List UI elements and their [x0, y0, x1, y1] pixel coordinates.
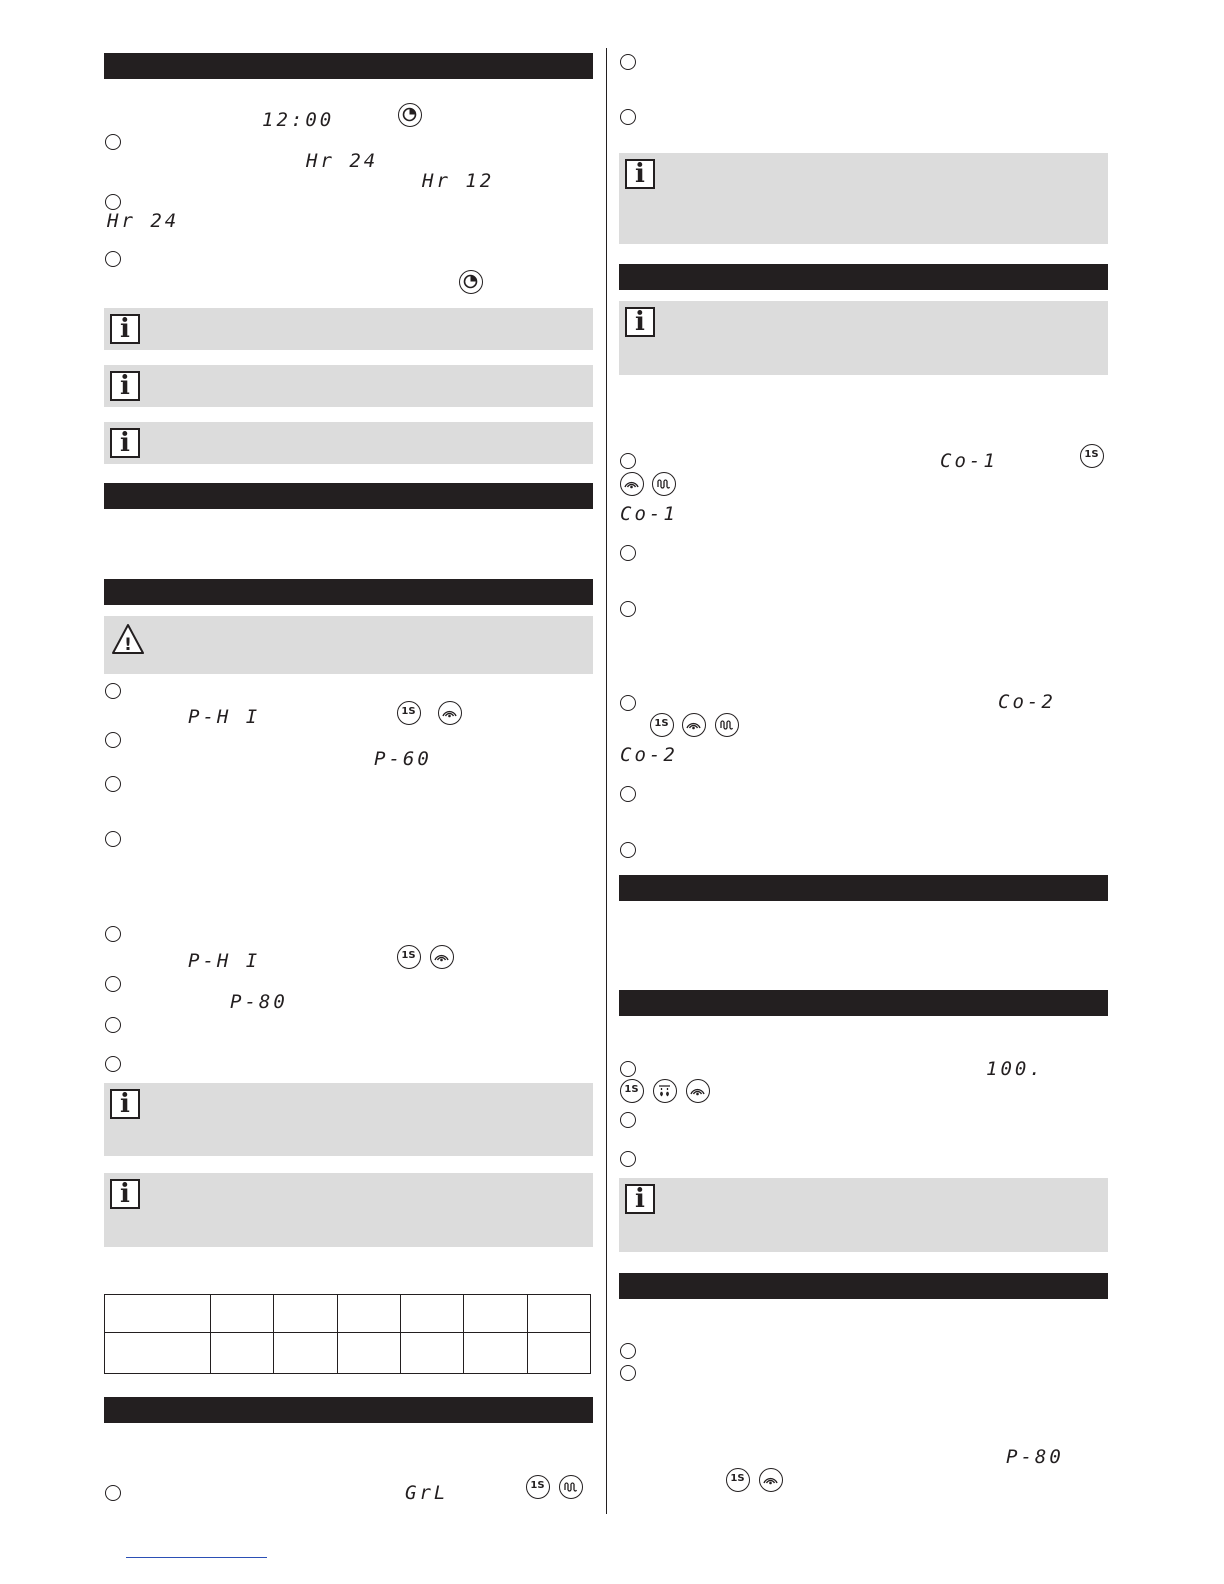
clock-button-icon: [459, 270, 483, 294]
info-icon: i: [110, 428, 140, 458]
info-icon: i: [625, 1184, 655, 1214]
info-note: [104, 365, 593, 407]
microwave-button-icon: [438, 701, 462, 725]
step-marker: [105, 732, 121, 748]
info-note: [104, 1083, 593, 1156]
grill-display: GrL: [405, 1482, 449, 1504]
clock-display: 12:00: [262, 109, 335, 131]
microwave-button-icon: [430, 945, 454, 969]
info-note: [619, 1178, 1108, 1252]
step-marker: [105, 776, 121, 792]
info-note: [104, 308, 593, 350]
hr12-display: Hr 12: [422, 170, 495, 192]
svg-text:!: !: [124, 635, 132, 655]
one-second-button-icon: 1S: [1080, 444, 1104, 468]
table-cell: [464, 1295, 527, 1333]
step-marker: [620, 842, 636, 858]
step-marker: [620, 545, 636, 561]
step-marker: [620, 695, 636, 711]
step-marker: [105, 926, 121, 942]
info-note: [619, 301, 1108, 375]
info-icon: i: [110, 1089, 140, 1119]
clock-button-icon: [398, 103, 422, 127]
table-cell: [400, 1295, 463, 1333]
grill-button-icon: [652, 472, 676, 496]
one-second-button-icon: 1S: [650, 713, 674, 737]
p-hi-display: P-H I: [188, 706, 261, 728]
info-icon: i: [110, 1179, 140, 1209]
p-hi-display: P-H I: [188, 950, 261, 972]
hr24-display: Hr 24: [107, 210, 180, 232]
info-icon: i: [110, 314, 140, 344]
step-marker: [105, 134, 121, 150]
combi-1-display: Co-1: [620, 503, 678, 525]
power-80-display: P-80: [1006, 1446, 1064, 1468]
info-icon: i: [625, 159, 655, 189]
step-marker: [105, 1056, 121, 1072]
warning-note: [104, 616, 593, 674]
table-cell: [211, 1333, 274, 1374]
info-icon: i: [625, 307, 655, 337]
section-header-bar: [619, 990, 1108, 1016]
table-cell: [527, 1333, 590, 1374]
step-marker: [620, 601, 636, 617]
one-second-button-icon: 1S: [526, 1475, 550, 1499]
step-marker: [105, 831, 121, 847]
step-marker: [620, 1112, 636, 1128]
section-header-bar: [619, 875, 1108, 901]
weight-display: 100.: [986, 1058, 1044, 1080]
combi-2-display: Co-2: [998, 691, 1056, 713]
combi-1-display: Co-1: [940, 450, 998, 472]
step-marker: [620, 109, 636, 125]
grill-button-icon: [559, 1475, 583, 1499]
step-marker: [105, 976, 121, 992]
table-cell: [464, 1333, 527, 1374]
table-cell: [337, 1295, 400, 1333]
column-divider: [606, 48, 607, 1514]
step-marker: [620, 1151, 636, 1167]
microwave-button-icon: [686, 1079, 710, 1103]
footer-link-underline[interactable]: [126, 1557, 267, 1558]
step-marker: [105, 683, 121, 699]
section-header-bar: [104, 483, 593, 509]
power-table: [104, 1294, 591, 1374]
step-marker: [105, 1485, 121, 1501]
table-cell: [105, 1333, 211, 1374]
step-marker: [620, 54, 636, 70]
microwave-button-icon: [682, 713, 706, 737]
microwave-button-icon: [620, 472, 644, 496]
defrost-button-icon: [653, 1079, 677, 1103]
step-marker: [105, 1017, 121, 1033]
table-cell: [274, 1295, 337, 1333]
step-marker: [620, 1061, 636, 1077]
info-note: [104, 422, 593, 464]
warning-icon: [110, 622, 146, 656]
section-header-bar: [619, 264, 1108, 290]
one-second-button-icon: 1S: [620, 1079, 644, 1103]
section-header-bar: [619, 1273, 1108, 1299]
section-header-bar: [104, 1397, 593, 1423]
grill-button-icon: [715, 713, 739, 737]
combi-2-display: Co-2: [620, 744, 678, 766]
table-cell: [400, 1333, 463, 1374]
one-second-button-icon: 1S: [726, 1468, 750, 1492]
table-cell: [105, 1295, 211, 1333]
power-80-display: P-80: [230, 991, 288, 1013]
microwave-button-icon: [759, 1468, 783, 1492]
one-second-button-icon: 1S: [397, 945, 421, 969]
one-second-button-icon: 1S: [397, 701, 421, 725]
table-cell: [337, 1333, 400, 1374]
hr24-display: Hr 24: [306, 150, 379, 172]
step-marker: [620, 786, 636, 802]
table-cell: [274, 1333, 337, 1374]
step-marker: [105, 251, 121, 267]
step-marker: [620, 1343, 636, 1359]
info-note: [104, 1173, 593, 1247]
info-note: [619, 153, 1108, 244]
section-header-bar: [104, 579, 593, 605]
power-60-display: P-60: [374, 748, 432, 770]
info-icon: i: [110, 371, 140, 401]
step-marker: [620, 453, 636, 469]
section-header-bar: [104, 53, 593, 79]
step-marker: [105, 194, 121, 210]
step-marker: [620, 1365, 636, 1381]
table-cell: [211, 1295, 274, 1333]
table-cell: [527, 1295, 590, 1333]
